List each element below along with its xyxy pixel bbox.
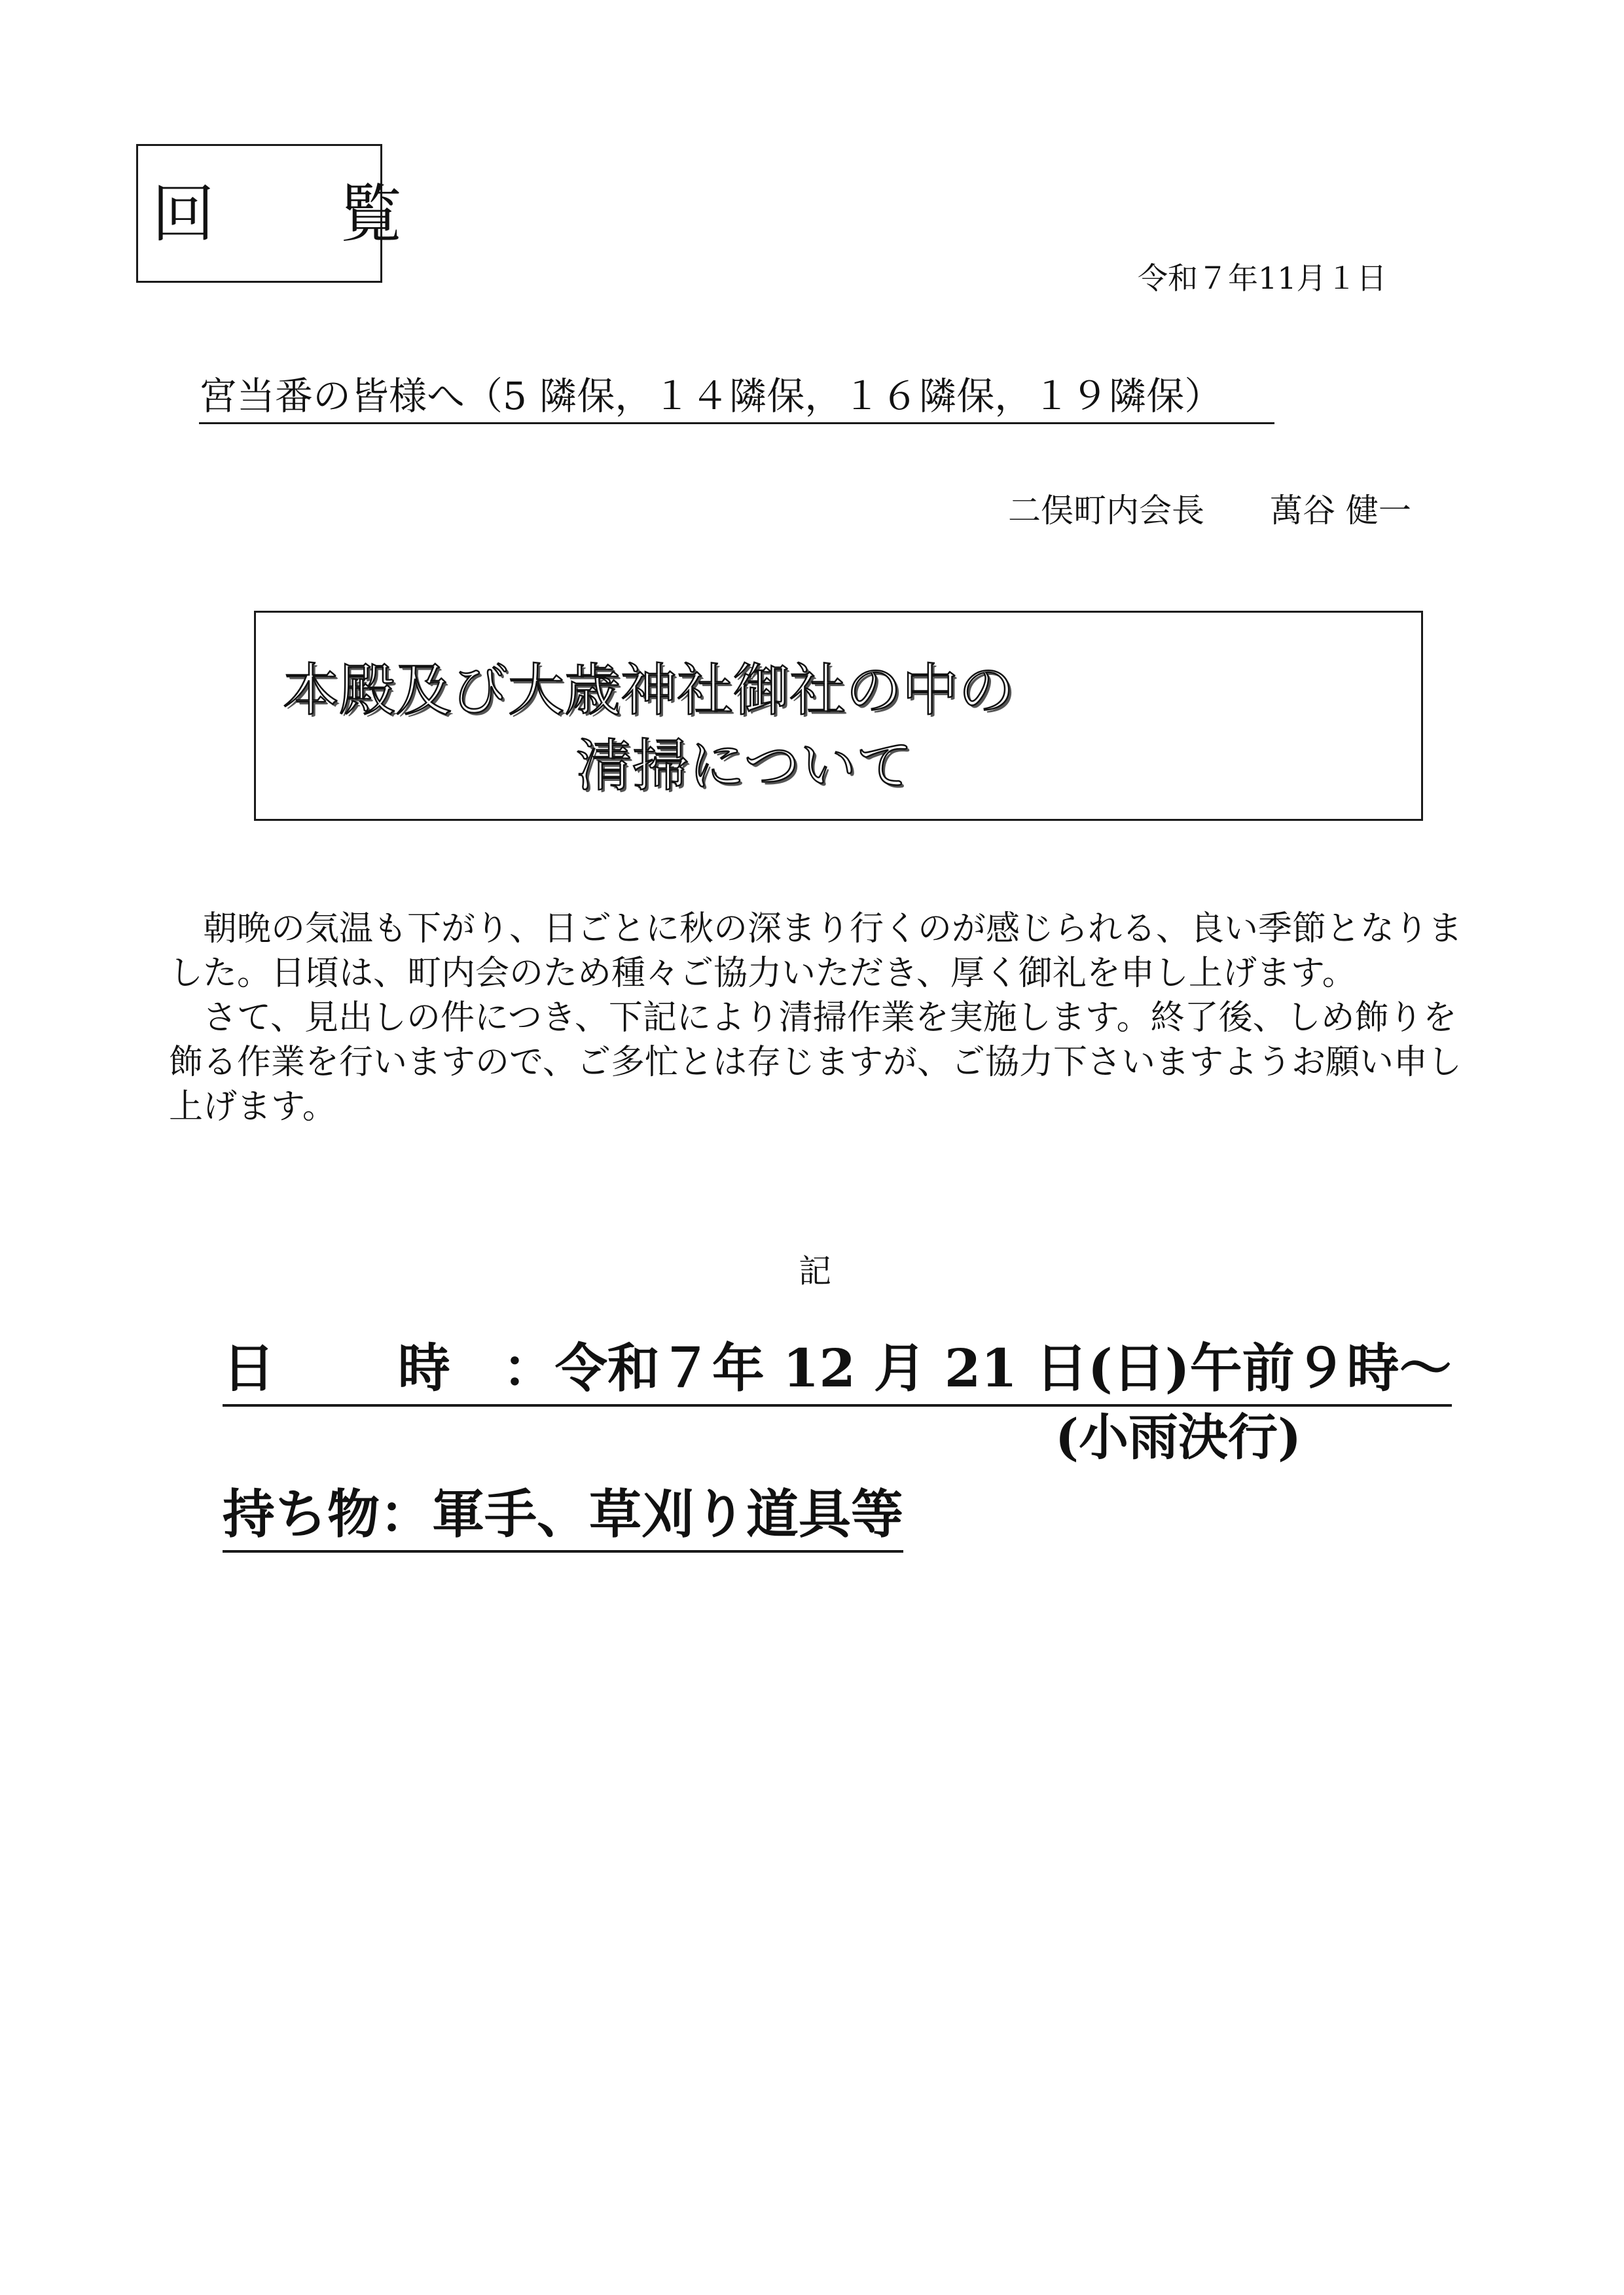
items-line	[223, 1478, 903, 1553]
body-text	[169, 907, 1471, 1129]
addressee: 宮当番の皆様へ（5 隣保，１４隣保，１６隣保，１９隣保）	[199, 370, 1274, 424]
title-line-2: 清掃について	[576, 733, 913, 799]
rain-note: (小雨決行)	[1055, 1408, 1301, 1466]
ki-mark: 記	[799, 1252, 831, 1290]
items-value: ：軍手、草刈り道具等	[380, 1483, 903, 1545]
items-label: 持ち物	[223, 1483, 380, 1545]
body-paragraph-1: 朝晩の気温も下がり、日ごとに秋の深まり行くのが感じられる、良い季節となりました。日頃は、町内会のため種々ご協力いただき、厚く御礼を申し上げます。	[169, 909, 1463, 993]
issue-date: 令和７年11月１日	[1138, 261, 1387, 296]
circulation-label: 回 覧	[152, 177, 455, 251]
datetime-value: ：令和７年 12 月 21 日(日)午前９時～	[502, 1337, 1452, 1399]
datetime-label: 日 時	[223, 1337, 503, 1399]
sender: 二俣町内会長 萬谷 健一	[1008, 492, 1411, 530]
body-paragraph-2: さて、見出しの件につき、下記により清掃作業を実施します。終了後、しめ飾りを飾る作業を行いますので、ご多忙とは存じますが、ご協力下さいますようお願い申し上げます。	[169, 998, 1462, 1127]
title-line-1: 本殿及び大歳神社御社の中の	[283, 658, 1015, 723]
datetime-line	[223, 1332, 1452, 1407]
